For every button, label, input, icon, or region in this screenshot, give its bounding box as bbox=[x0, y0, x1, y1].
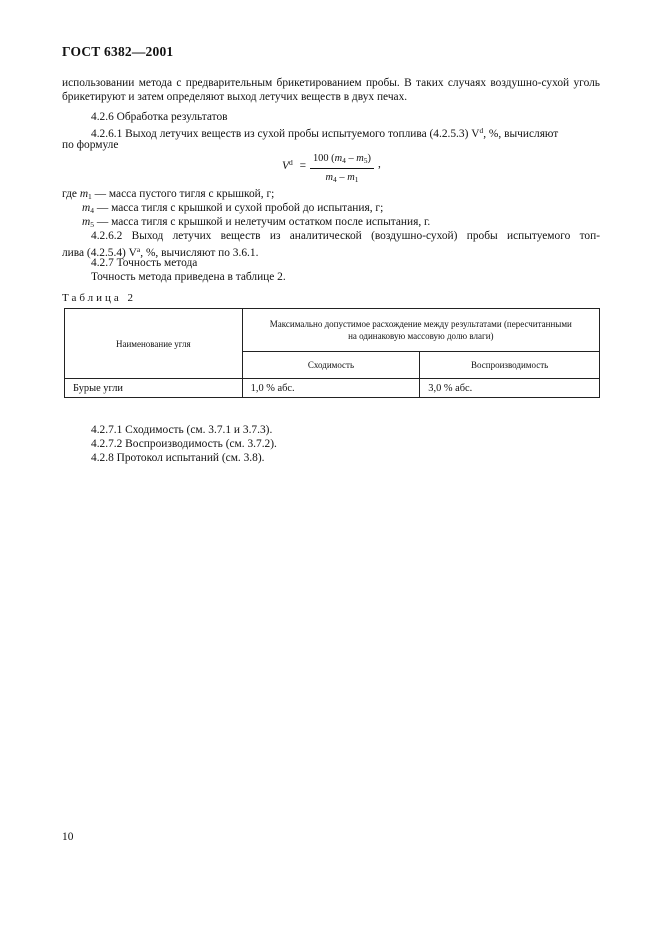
paragraph-line: использовании метода с предварительным брикетированием пробы. В таких случаях воздушно-сухой уголь bbox=[62, 77, 600, 89]
paragraph-line: 4.2.8 Протокол испытаний (см. 3.8). bbox=[91, 452, 265, 464]
formula-sup: d bbox=[288, 158, 293, 167]
formula-var: m bbox=[347, 172, 355, 183]
formula-fraction bbox=[310, 152, 374, 186]
formula-numerator bbox=[310, 152, 374, 167]
data-table bbox=[64, 308, 600, 398]
text-run: лива (4.2.5.4) V bbox=[62, 247, 137, 259]
paragraph-line: Точность метода приведена в таблице 2. bbox=[91, 271, 286, 283]
formula-var: m bbox=[334, 153, 343, 164]
table-caption: Таблица 2 bbox=[62, 292, 137, 304]
paragraph-line: по формуле bbox=[62, 139, 119, 151]
page-number: 10 bbox=[62, 831, 74, 843]
formula-sub: 1 bbox=[88, 192, 92, 201]
formula-text: – bbox=[336, 172, 348, 183]
formula-text: – bbox=[345, 153, 357, 164]
formula-comma: , bbox=[378, 158, 381, 170]
col-header-repeatability: Сходимость bbox=[242, 352, 420, 379]
group-header bbox=[242, 309, 599, 352]
cell-repeatability: 1,0 % абс. bbox=[242, 379, 420, 398]
cell-reproducibility: 3,0 % абс. bbox=[420, 379, 600, 398]
group-header-line: Максимально допустимое расхождение между результатами (пересчитанными bbox=[269, 319, 572, 329]
text-run: — масса тигля с крышкой и сухой пробой до испытания, г; bbox=[93, 202, 384, 214]
formula-var: V bbox=[282, 160, 289, 172]
formula-sub: 1 bbox=[354, 175, 359, 184]
section-heading: 4.2.7 Точность метода bbox=[91, 257, 198, 269]
formula-denominator bbox=[310, 171, 374, 186]
text-run: где bbox=[62, 188, 80, 200]
formula-text: ) bbox=[367, 153, 372, 164]
text-run: — масса тигля с крышкой и нелетучим остатком после испытания, г. bbox=[93, 216, 431, 228]
group-header-line: на одинаковую массовую долю влаги) bbox=[348, 331, 494, 341]
paragraph-line: 4.2.7.1 Сходимость (см. 3.7.1 и 3.7.3). bbox=[91, 424, 273, 436]
cell-coal-name: Бурые угли bbox=[65, 379, 243, 398]
paragraph-line: 4.2.7.2 Воспроизводимость (см. 3.7.2). bbox=[91, 438, 277, 450]
text-run: , %, вычисляют по 3.6.1. bbox=[140, 247, 259, 259]
formula-lhs bbox=[282, 158, 306, 172]
formula-sub: 4 bbox=[90, 206, 94, 215]
standard-header: ГОСТ 6382—2001 bbox=[62, 44, 174, 59]
formula-equals: = bbox=[299, 160, 307, 172]
table-row bbox=[65, 379, 600, 398]
formula-sub: 5 bbox=[363, 156, 368, 165]
formula-sub: 5 bbox=[90, 220, 94, 229]
text-run: , %, вычисляют bbox=[483, 128, 559, 140]
text-run: — масса пустого тигля с крышкой, г; bbox=[91, 188, 275, 200]
col-header-coal-name: Наименование угля bbox=[65, 309, 243, 379]
formula-var: m bbox=[325, 172, 334, 183]
table-header-row bbox=[65, 309, 600, 352]
superscript: d bbox=[479, 126, 484, 135]
formula-var: m bbox=[82, 202, 91, 214]
formula-sub: 4 bbox=[333, 175, 337, 184]
text-run: 4.2.6.1 Выход летучих веществ из сухой пробы испытуемого топлива (4.2.5.3) V bbox=[91, 128, 480, 140]
formula-sub: 4 bbox=[342, 156, 346, 165]
superscript: a bbox=[136, 245, 141, 254]
paragraph-line: брикетируют и затем определяют выход летучих веществ в двух печах. bbox=[62, 91, 408, 103]
section-heading: 4.2.6 Обработка результатов bbox=[91, 111, 228, 123]
formula-var: m bbox=[82, 216, 91, 228]
paragraph-line bbox=[91, 124, 558, 141]
formula-var: m bbox=[79, 188, 89, 200]
col-header-reproducibility: Воспроизводимость bbox=[420, 352, 600, 379]
formula-var: m bbox=[356, 153, 364, 164]
formula-text: 100 ( bbox=[312, 153, 335, 164]
paragraph-line: 4.2.6.2 Выход летучих веществ из аналитической (воздушно-сухой) пробы испытуемого топ- bbox=[91, 230, 600, 242]
fraction-bar bbox=[310, 168, 374, 169]
